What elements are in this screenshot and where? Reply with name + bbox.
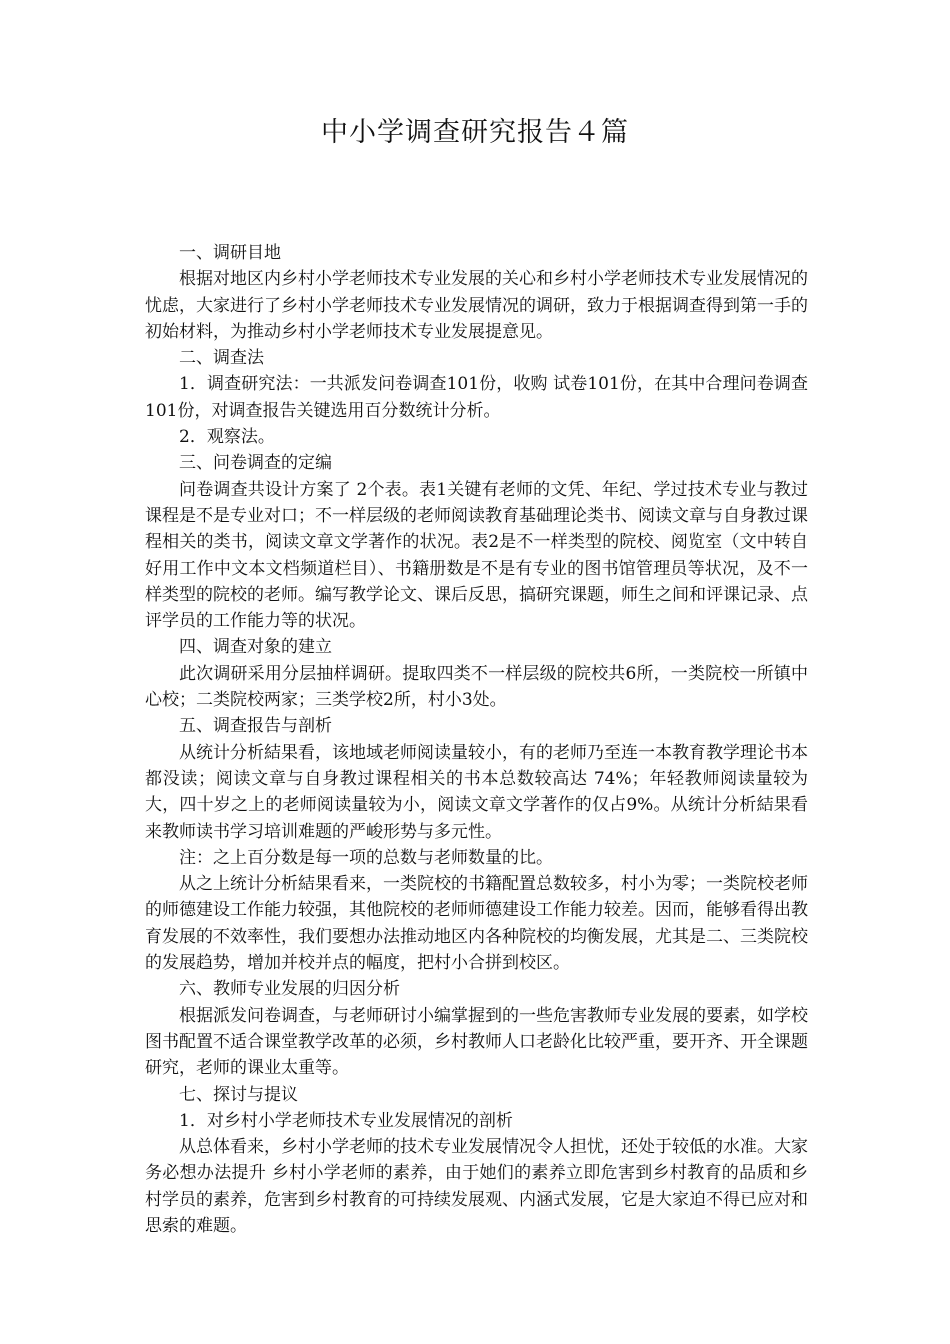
heading-questionnaire: 三、问卷调查的定编: [179, 453, 332, 474]
paragraph-questionnaire: 问卷调查共设计方案了 2个表。表1关键有老师的文凭、年纪、学过技术专业与教过课程是不是专业对口；不一样层级的老师阅读教育基础理论类书、阅读文章与自身教过课程相关的类书，阅读文章文学著作的状况。表2是不一样类型的院校、阅览室（文中转自好用工作中文本文档频道栏目）、书籍册数是不是有专业的图书馆管理员等状况，及不一样类型的院校的老师。编写教学论文、课后反思，搞研究课题，师生之间和评课记录、点评学员的工作能力等的状况。: [145, 479, 808, 632]
paragraph-purpose: 根据对地区内乡村小学老师技术专业发展的关心和乡村小学老师技术专业发展情况的忧虑，大家进行了乡村小学老师技术专业发展情况的调研，致力于根据调查得到第一手的初始材料，为推动乡村小学老师技术专业发展提意见。: [145, 269, 808, 342]
paragraph-analysis-2: 从之上统计分析結果看来，一类院校的书籍配置总数较多，村小为零；一类院校老师的师德建设工作能力较强，其他院校的老师师德建设工作能力较差。因而，能够看得出教育发展的不效率性，我们要想办法推动地区内各种院校的均衡发展，尤其是二、三类院校的发展趋势，增加并校并点的幅度，把村小合拼到校区。: [145, 874, 808, 974]
subheading-discussion-1: 1．对乡村小学老师技术专业发展情况的剖析: [179, 1110, 513, 1131]
heading-subjects: 四、调查对象的建立: [179, 637, 332, 658]
paragraph-method-2: 2．观察法。: [179, 427, 275, 448]
document-title: 中小学调查研究报告４篇: [321, 117, 629, 148]
paragraph-analysis-1: 从统计分析結果看，该地域老师阅读量较小，有的老师乃至连一本教育教学理论书本都没读；阅读文章与自身教过课程相关的书本总数较高达 74%；年轻教师阅读量较为大，四十岁之上的老师阅读量较为小，阅读文章文学著作的仅占9%。从统计分析結果看来教师读书学习培训难题的严峻形势与多元性。: [145, 742, 808, 842]
paragraph-attribution: 根据派发问卷调查，与老师研讨小编掌握到的一些危害教师专业发展的要素，如学校图书配置不适合课堂教学改革的必须，乡村教师人口老龄化比较严重，要开齐、开全课题研究，老师的课业太重等。: [145, 1005, 808, 1079]
paragraph-discussion-1: 从总体看来，乡村小学老师的技术专业发展情况令人担忧，还处于较低的水准。大家务必想办法提升 乡村小学老师的素养，由于她们的素养立即危害到乡村教育的品质和乡村学员的素养，危害到乡村教育的可持续发展观、内涵式发展，它是大家迫不得已应对和思索的难题。: [145, 1137, 808, 1236]
heading-purpose: 一、调研目地: [179, 243, 281, 263]
document-body: [145, 240, 808, 1239]
heading-method: 二、调查法: [179, 348, 264, 369]
paragraph-subjects: 此次调研采用分层抽样调研。提取四类不一样层级的院校共6所，一类院校一所镇中心校；二类院校两家；三类学校2所，村小3处。: [145, 663, 808, 711]
heading-analysis: 五、调查报告与剖析: [179, 716, 332, 737]
heading-attribution: 六、教师专业发展的归因分析: [179, 979, 400, 1000]
paragraph-note: 注：之上百分数是每一项的总数与老师数量的比。: [179, 847, 553, 868]
paragraph-method-1: 1．调查研究法：一共派发问卷调查101份，收购 试卷101份，在其中合理问卷调查101份，对调查报告关键选用百分数统计分析。: [145, 374, 808, 421]
heading-discussion: 七、探讨与提议: [179, 1084, 298, 1105]
